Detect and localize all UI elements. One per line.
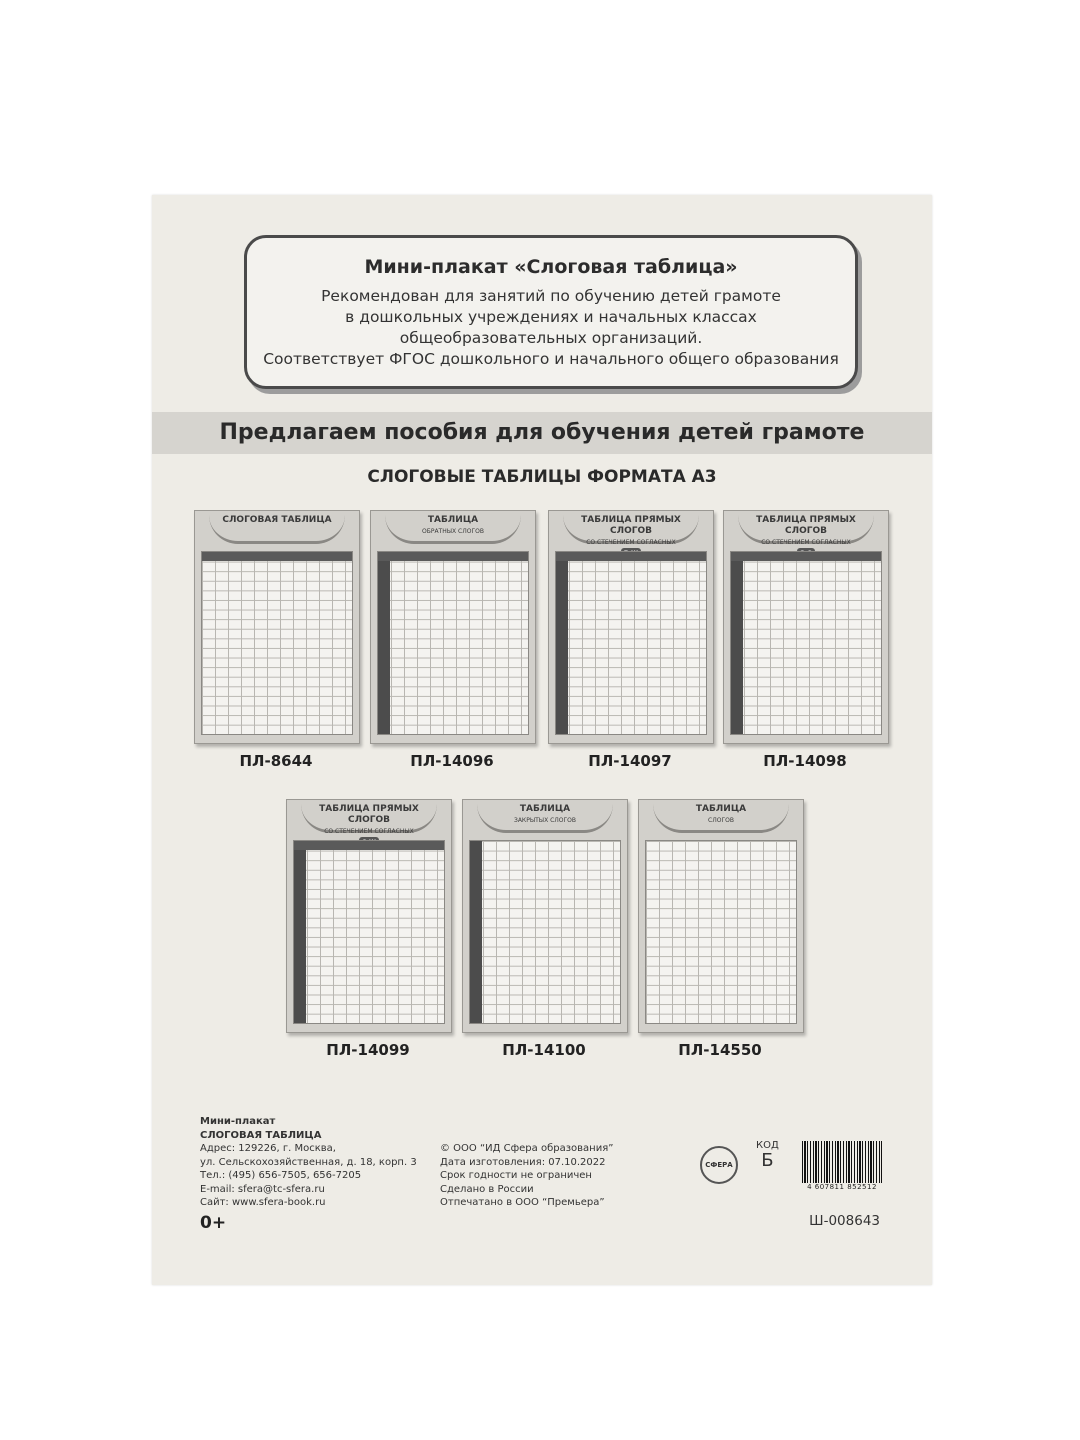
poster-table-grid [730,551,882,735]
made-in-line: Сделано в России [440,1183,534,1195]
poster-thumbnail [194,510,360,744]
poster-table-grid [201,551,353,735]
product-type: Мини-плакат [200,1116,276,1127]
poster-title: ТАБЛИЦА ПРЯМЫХ СЛОГОВ СО СТЕЧЕНИЕМ СОГЛАСНЫХ [301,804,437,833]
address-line: ул. Сельскохозяйственная, д. 18, корп. 3 [200,1156,417,1168]
kod-block [756,1140,779,1171]
barcode-bars [802,1141,882,1183]
section-subhead: СЛОГОВЫЕ ТАБЛИЦЫ ФОРМАТА А3 [367,467,717,487]
offer-banner: Предлагаем пособия для обучения детей грамоте [152,412,932,454]
poster-code: ПЛ-14098 [763,752,847,770]
poster-thumbnail [548,510,714,744]
poster-title: ТАБЛИЦА ПРЯМЫХ СЛОГОВ СО СТЕЧЕНИЕМ СОГЛАСНЫХ [563,515,699,544]
barcode-digits: 4 607811 852512 [807,1183,877,1191]
poster-code: ПЛ-14100 [502,1041,586,1059]
poster-title: ТАБЛИЦА ОБРАТНЫХ СЛОГОВ [385,515,521,544]
info-box [244,235,858,389]
poster-thumbnail [462,799,628,1033]
poster-title: ТАБЛИЦА СЛОГОВ [653,804,789,833]
email-line: E-mail: sfera@tc-sfera.ru [200,1183,325,1195]
barcode [802,1141,882,1193]
poster-table-grid [469,840,621,1024]
info-line: общеобразовательных организаций. [399,329,703,347]
poster-code: ПЛ-14097 [588,752,672,770]
poster-thumbnail [286,799,452,1033]
poster-thumbnail [638,799,804,1033]
shelf-life-line: Срок годности не ограничен [440,1170,592,1181]
imprint-right [440,1142,613,1210]
kod-label: КОД [756,1140,779,1151]
printed-by-line: Отпечатано в ООО “Премьера” [440,1197,605,1208]
poster-table-grid [645,840,797,1024]
kod-value: Б [761,1150,774,1171]
copyright-line: © ООО “ИД Сфера образования” [440,1143,614,1154]
serial-number: Ш-008643 [809,1213,880,1229]
poster-code: ПЛ-14550 [678,1041,762,1059]
poster-title: СЛОГОВАЯ ТАБЛИЦА [209,515,345,544]
phone-line: Тел.: (495) 656-7505, 656-7205 [200,1170,362,1181]
poster-title: ТАБЛИЦА ЗАКРЫТЫХ СЛОГОВ [477,804,613,833]
poster-code: ПЛ-8644 [239,752,313,770]
age-rating: 0+ [200,1213,227,1233]
info-title: Мини-плакат «Слоговая таблица» [364,256,738,278]
poster-thumbnail [723,510,889,744]
poster-table-grid [555,551,707,735]
imprint-left [200,1115,417,1210]
poster-code: ПЛ-14099 [326,1041,410,1059]
address-line: Адрес: 129226, г. Москва, [200,1143,336,1154]
info-line: в дошкольных учреждениях и начальных классах [345,308,757,326]
poster-table-grid [293,840,445,1024]
site-line: Сайт: www.sfera-book.ru [200,1197,326,1208]
date-line: Дата изготовления: 07.10.2022 [440,1156,606,1168]
poster-code: ПЛ-14096 [410,752,494,770]
product-name: СЛОГОВАЯ ТАБЛИЦА [200,1129,322,1141]
info-line: Соответствует ФГОС дошкольного и начального общего образования [263,350,839,368]
info-line: Рекомендован для занятий по обучению детей грамоте [321,287,781,305]
poster-table-grid [377,551,529,735]
poster-thumbnail [370,510,536,744]
poster-title: ТАБЛИЦА ПРЯМЫХ СЛОГОВ СО СТЕЧЕНИЕМ СОГЛАСНЫХ [738,515,874,544]
publisher-logo: СФЕРА [700,1146,738,1184]
poster-back-sheet [152,195,932,1285]
